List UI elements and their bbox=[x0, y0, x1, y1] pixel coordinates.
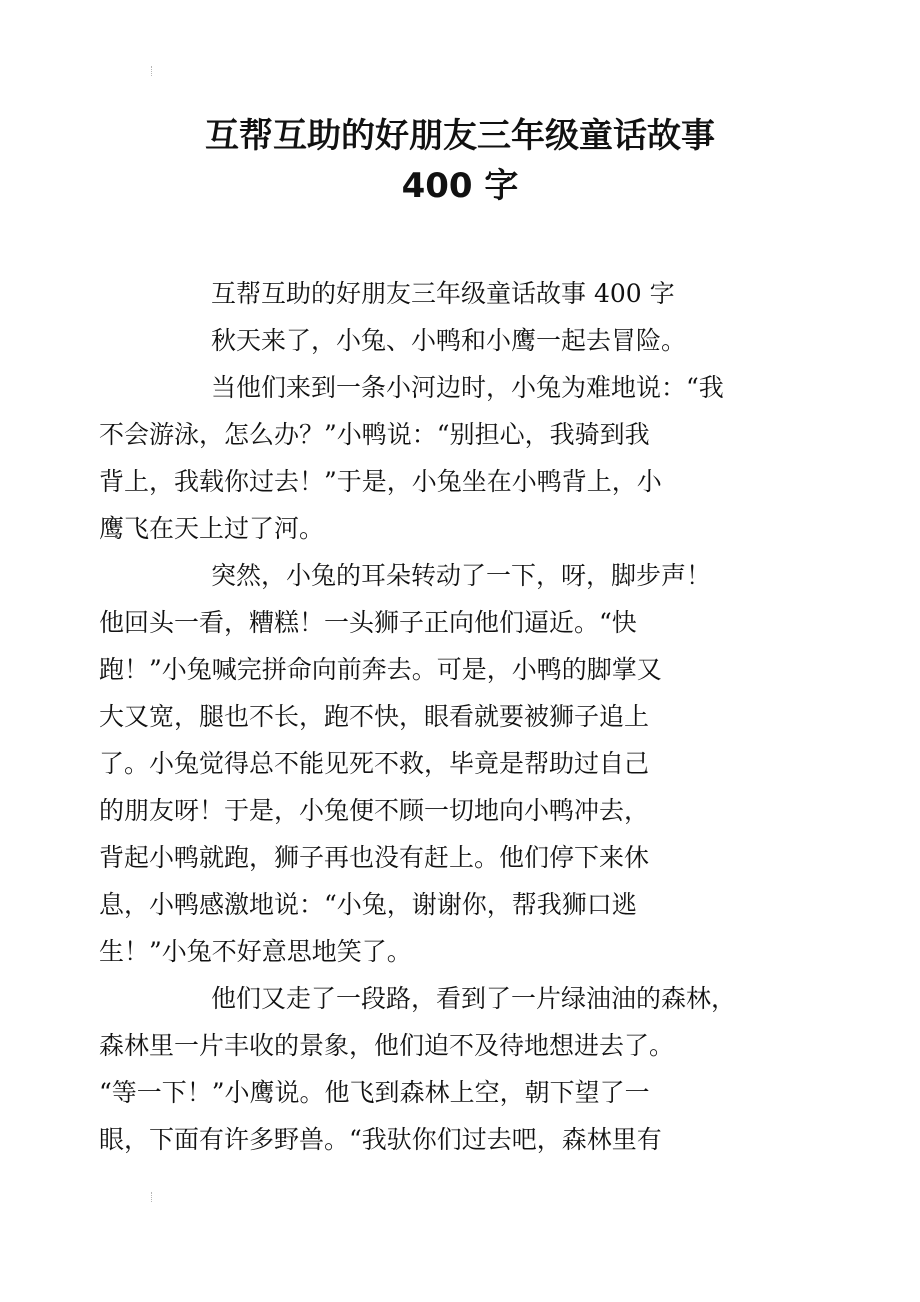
text-line: 大又宽，腿也不长，跑不快，眼看就要被狮子追上 bbox=[99, 702, 650, 731]
paragraph-3 bbox=[99, 364, 780, 552]
text-line: 秋天来了，小兔、小鸭和小鹰一起去冒险。 bbox=[211, 326, 687, 355]
paragraph-1 bbox=[155, 270, 780, 317]
text-line: 他们又走了一段路，看到了一片绿油油的森林， bbox=[211, 984, 737, 1013]
text-line: 森林里一片丰收的景象，他们迫不及待地想进去了。 bbox=[99, 1031, 675, 1060]
document-title-line-2: 400 字 bbox=[401, 166, 519, 206]
text-line: 息，小鸭感激地说：“小兔，谢谢你，帮我狮口逃 bbox=[99, 890, 637, 919]
paragraph-4 bbox=[99, 552, 780, 975]
text-line: 眼，下面有许多野兽。“我驮你们过去吧，森林里有 bbox=[99, 1125, 662, 1154]
text-line: 鹰飞在天上过了河。 bbox=[99, 514, 325, 543]
text-line: “等一下！”小鹰说。他飞到森林上空，朝下望了一 bbox=[99, 1078, 650, 1107]
paragraph-2 bbox=[155, 317, 780, 364]
text-line: 背起小鸭就跑，狮子再也没有赶上。他们停下来休 bbox=[99, 843, 650, 872]
text-line: 背上，我载你过去！”于是，小兔坐在小鸭背上，小 bbox=[99, 467, 662, 496]
text-line: 了。小兔觉得总不能见死不救，毕竟是帮助过自己 bbox=[99, 749, 650, 778]
document-body bbox=[99, 270, 780, 1163]
text-line: 突然，小兔的耳朵转动了一下，呀，脚步声！ bbox=[211, 561, 712, 590]
corner-mark-bottom bbox=[151, 1192, 158, 1202]
text-line: 他回头一看，糟糕！一头狮子正向他们逼近。“快 bbox=[99, 608, 637, 637]
paragraph-5 bbox=[99, 975, 780, 1163]
text-line: 当他们来到一条小河边时，小兔为难地说：“我 bbox=[211, 373, 724, 402]
corner-mark-top bbox=[151, 66, 158, 76]
text-line: 互帮互助的好朋友三年级童话故事 400 字 bbox=[211, 279, 675, 308]
text-line: 不会游泳，怎么办？”小鸭说：“别担心，我骑到我 bbox=[99, 420, 650, 449]
document-title-line-1: 互帮互助的好朋友三年级童话故事 bbox=[205, 116, 715, 156]
text-line: 生！”小兔不好意思地笑了。 bbox=[99, 937, 412, 966]
text-line: 跑！”小兔喊完拼命向前奔去。可是，小鸭的脚掌又 bbox=[99, 655, 662, 684]
text-line: 的朋友呀！于是，小兔便不顾一切地向小鸭冲去， bbox=[99, 796, 650, 825]
